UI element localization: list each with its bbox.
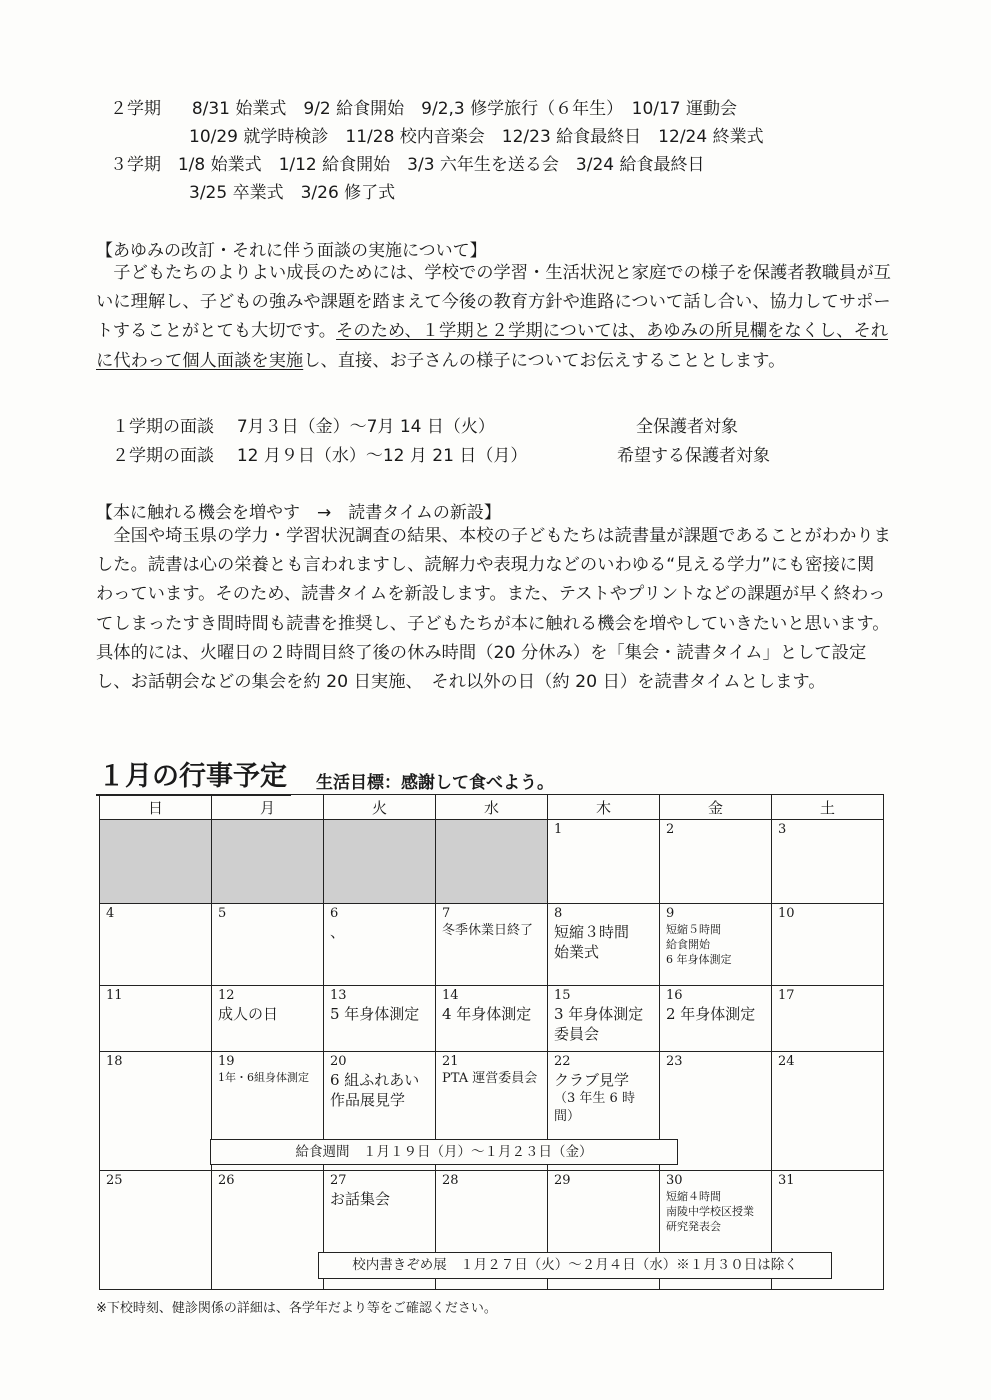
calendar-day-cell (660, 904, 772, 986)
calendar-day-cell (212, 820, 324, 904)
ayumi-text-1: 子どもたちのよりよい成長のためには、学校での学習・生活状況と家庭での様子を保護者教職員が互いに理解し、子どもの強みや課題を踏まえて今後の教育方針や進路について話し合い、協力してサポートすることがとても大切です。 (96, 263, 891, 342)
calendar-day-cell (324, 820, 436, 904)
day-number: 13 (330, 988, 347, 1004)
calendar-day-cell (100, 820, 212, 904)
day-number: 2 (666, 822, 675, 837)
calendar-day-cell (772, 1052, 884, 1171)
day-number: 8 (554, 906, 563, 922)
ayumi-heading: 【あゆみの改訂・それに伴う面談の実施について】 (96, 241, 487, 261)
calendar-week-row (100, 986, 884, 1052)
weekday-header: 土 (772, 795, 884, 820)
day-number: 9 (666, 906, 675, 922)
day-number: 11 (106, 988, 123, 1004)
calendar-day-cell (660, 820, 772, 904)
calendar-body (100, 820, 884, 1290)
calendar-event: 委員会 (554, 1025, 600, 1044)
day-number: 19 (218, 1054, 235, 1070)
calendar-event: 冬季休業日終了 (442, 923, 534, 939)
day-number: 17 (778, 988, 795, 1004)
calendar-day-cell (212, 904, 324, 986)
weekday-header: 火 (324, 795, 436, 820)
ayumi-paragraph (96, 259, 891, 376)
calendar-day-cell (772, 904, 884, 986)
calendar-event: クラブ見学 (554, 1071, 630, 1090)
calendar-day-cell (548, 986, 660, 1052)
day-number: 21 (442, 1054, 459, 1070)
calendar-day-cell (772, 820, 884, 904)
day-number: 24 (778, 1054, 795, 1070)
calendar-day-cell (548, 904, 660, 986)
calendar-event: 4 年身体測定 (442, 1005, 532, 1024)
meeting-row-2 (112, 441, 527, 466)
calendar-event: 短縮３時間 (554, 923, 630, 942)
day-number: 30 (666, 1173, 683, 1189)
calendar-day-cell (100, 1052, 212, 1171)
meeting-label: １学期の面談 (112, 417, 214, 437)
calligraphy-exhibit-banner: 校内書きぞめ展 １月２７日（火）～２月４日（水）※１月３０日は除く (318, 1252, 832, 1279)
calendar-day-cell (324, 986, 436, 1052)
day-number: 22 (554, 1054, 571, 1070)
term-label: ３学期 (110, 155, 161, 175)
calendar-day-cell (212, 986, 324, 1052)
calendar-event: 始業式 (554, 943, 600, 962)
lunch-week-banner: 給食週間 １月１９日（月）～１月２３日（金） (210, 1139, 678, 1165)
day-number: 10 (778, 906, 795, 922)
day-number: 23 (666, 1054, 683, 1070)
reading-paragraph: 全国や埼玉県の学力・学習状況調査の結果、本校の子どもたちは読書量が課題であることがわかりました。読書は心の栄養とも言われますし、読解力や表現力などのいわゆる“見える学力”にも密接に関わっています。そのため、読書タイムを新設します。また、テストやプリントなどの課題が早く終わってしまったすき間時間も読書を推奨し、子どもたちが本に触れる機会を増やしていきたいと思います。具体的には、火曜日の２時間目終了後の休み時間（20 分休み）を「集会・読書タイム」として設定し、お話朝会などの集会を約 20 日実施、 それ以外の日（約 20 日）を読書タイムとします。 (96, 526, 891, 693)
meeting-row-1 (112, 412, 495, 437)
day-number: 27 (330, 1173, 347, 1189)
calendar-event: 研究発表会 (666, 1220, 721, 1234)
calendar-event: 作品展見学 (330, 1091, 406, 1110)
calendar-day-cell (100, 986, 212, 1052)
calendar-event: 給食開始 (666, 938, 710, 952)
term-events: 1/8 始業式 1/12 給食開始 3/3 六年生を送る会 3/24 給食最終日 (177, 155, 705, 175)
calendar-table (99, 794, 884, 1290)
term-events: 3/25 卒業式 3/26 修了式 (189, 183, 396, 203)
day-number: 29 (554, 1173, 571, 1189)
calendar-day-cell (436, 820, 548, 904)
weekday-header: 月 (212, 795, 324, 820)
meeting-target: 全保護者対象 (636, 417, 738, 437)
day-number: 28 (442, 1173, 459, 1189)
life-goal: 生活目標：感謝して食べよう。 (316, 773, 554, 793)
day-number: 15 (554, 988, 571, 1004)
calendar-event: （3 年生 6 時間） (554, 1091, 635, 1125)
calendar-event: 、 (330, 923, 346, 942)
day-number: 18 (106, 1054, 123, 1070)
weekday-header: 金 (660, 795, 772, 820)
day-number: 31 (778, 1173, 795, 1189)
calendar-day-cell (324, 904, 436, 986)
calendar-week-row (100, 820, 884, 904)
day-number: 3 (778, 822, 787, 837)
meeting-target: 希望する保護者対象 (617, 446, 770, 466)
reading-heading: 【本に触れる機会を増やす → 読書タイムの新設】 (96, 503, 501, 523)
footnote: ※下校時刻、健診関係の詳細は、各学年だより等をご確認ください。 (96, 1301, 497, 1316)
meeting-dates: 7月３日（金）～7月 14 日（火） (236, 417, 495, 437)
day-number: 4 (106, 906, 115, 922)
day-number: 16 (666, 988, 683, 1004)
day-number: 6 (330, 906, 339, 922)
term-label: ２学期 (110, 99, 161, 119)
calendar-event: 6 年身体測定 (666, 953, 732, 967)
day-number: 14 (442, 988, 459, 1004)
calendar-day-cell (772, 986, 884, 1052)
calendar-event: 6 組ふれあい (330, 1071, 420, 1090)
ayumi-text-2: し、直接、お子さんの様子についてお伝えすることとします。 (303, 350, 786, 371)
weekday-header: 木 (548, 795, 660, 820)
calendar-week-row (100, 904, 884, 986)
day-number: 7 (442, 906, 451, 922)
calendar-event: お話集会 (330, 1190, 391, 1209)
calendar-event: 成人の日 (218, 1005, 279, 1024)
calendar-day-cell (436, 986, 548, 1052)
term-events: 8/31 始業式 9/2 給食開始 9/2,3 修学旅行（６年生） 10/17 運動会 (191, 99, 738, 119)
calendar-day-cell (212, 1171, 324, 1290)
term-2-row-2 (189, 122, 764, 147)
calendar-day-cell (100, 904, 212, 986)
day-number: 25 (106, 1173, 123, 1189)
meeting-dates: 12 月９日（水）～12 月 21 日（月） (236, 446, 528, 466)
term-events: 10/29 就学時検診 11/28 校内音楽会 12/23 給食最終日 12/24 終業式 (189, 127, 764, 147)
calendar-event: 短縮４時間 (666, 1190, 721, 1204)
weekday-header: 日 (100, 795, 212, 820)
calendar-event: 短縮５時間 (666, 923, 721, 937)
calendar-event: PTA 運営委員会 (442, 1071, 538, 1087)
term-2-row-1 (110, 94, 737, 119)
calendar-header-row (100, 795, 884, 820)
calendar-event: 2 年身体測定 (666, 1005, 756, 1024)
calendar-event: 1年・6組身体測定 (218, 1071, 309, 1085)
day-number: 1 (554, 822, 563, 837)
ayumi-text-underlined: そのため、１学期と２学期については、あゆみの所見欄をなくし、それに代わって個人面談を実施 (96, 321, 889, 371)
day-number: 26 (218, 1173, 235, 1189)
calendar-day-cell (100, 1171, 212, 1290)
calendar-day-cell (660, 986, 772, 1052)
day-number: 12 (218, 988, 235, 1004)
day-number: 20 (330, 1054, 347, 1070)
calendar-title: １月の行事予定 (96, 760, 291, 796)
weekday-header: 水 (436, 795, 548, 820)
term-3-row-1 (110, 150, 705, 175)
meeting-label: ２学期の面談 (112, 446, 214, 466)
calendar-event: 南陵中学校区授業 (666, 1205, 754, 1219)
calendar-day-cell (436, 904, 548, 986)
calendar-event: 5 年身体測定 (330, 1005, 420, 1024)
day-number: 5 (218, 906, 227, 922)
calendar-day-cell (548, 820, 660, 904)
term-3-row-2 (189, 178, 395, 203)
calendar-event: 3 年身体測定 (554, 1005, 644, 1024)
